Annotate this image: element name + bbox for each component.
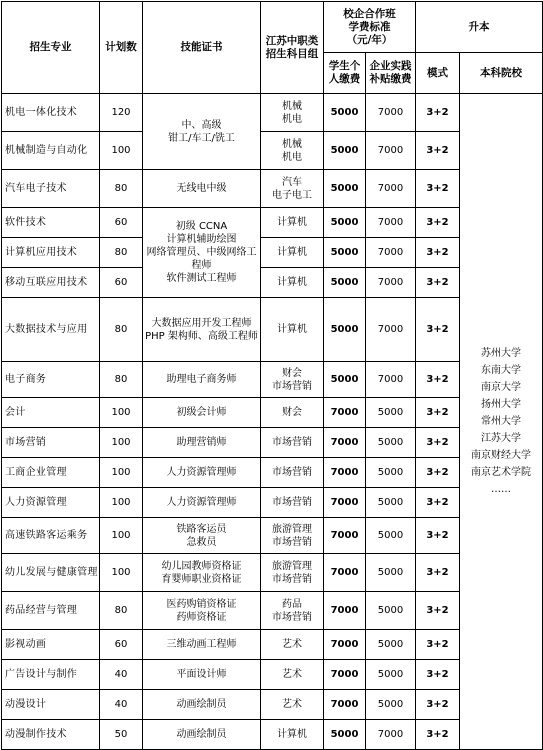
mode-cell: 3+2 bbox=[416, 518, 460, 554]
mode-cell: 3+2 bbox=[416, 94, 460, 132]
major-cell: 人力资源管理 bbox=[2, 488, 100, 518]
university-list: 苏州大学 东南大学 南京大学 扬州大学 常州大学 江苏大学 南京财经大学 南京艺术学院 …… bbox=[460, 94, 543, 750]
plan-cell: 60 bbox=[100, 208, 143, 238]
major-cell: 移动互联应用技术 bbox=[2, 268, 100, 298]
enterprise-fee-cell: 5000 bbox=[366, 690, 416, 720]
major-cell: 影视动画 bbox=[2, 630, 100, 660]
student-fee-cell: 7000 bbox=[324, 458, 366, 488]
certificate-cell: 动画绘制员 bbox=[143, 720, 261, 750]
enterprise-fee-cell: 5000 bbox=[366, 554, 416, 592]
mode-cell: 3+2 bbox=[416, 398, 460, 428]
category-cell: 计算机 bbox=[261, 720, 324, 750]
category-cell: 市场营销 bbox=[261, 428, 324, 458]
student-fee-cell: 7000 bbox=[324, 630, 366, 660]
certificate-cell: 助理营销师 bbox=[143, 428, 261, 458]
certificate-cell: 初级 CCNA 计算机辅助绘图 网络管理员、中级网络工程师 软件测试工程师 bbox=[143, 208, 261, 298]
major-cell: 高速铁路客运乘务 bbox=[2, 518, 100, 554]
certificate-cell: 铁路客运员 急救员 bbox=[143, 518, 261, 554]
mode-cell: 3+2 bbox=[416, 238, 460, 268]
student-fee-cell: 5000 bbox=[324, 362, 366, 398]
major-cell: 电子商务 bbox=[2, 362, 100, 398]
major-cell: 幼儿发展与健康管理 bbox=[2, 554, 100, 592]
enterprise-fee-cell: 5000 bbox=[366, 518, 416, 554]
major-cell: 动漫制作技术 bbox=[2, 720, 100, 750]
student-fee-cell: 5000 bbox=[324, 132, 366, 170]
category-cell: 财会 bbox=[261, 398, 324, 428]
header-fee-group: 校企合作班 学费标准 （元/年） bbox=[324, 2, 416, 53]
header-enterprise-fee: 企业实践 补贴缴费 bbox=[366, 53, 416, 94]
certificate-cell: 平面设计师 bbox=[143, 660, 261, 690]
certificate-cell: 三维动画工程师 bbox=[143, 630, 261, 660]
mode-cell: 3+2 bbox=[416, 660, 460, 690]
plan-cell: 100 bbox=[100, 428, 143, 458]
plan-cell: 100 bbox=[100, 488, 143, 518]
enterprise-fee-cell: 5000 bbox=[366, 398, 416, 428]
enterprise-fee-cell: 5000 bbox=[366, 428, 416, 458]
category-cell: 机械 机电 bbox=[261, 132, 324, 170]
student-fee-cell: 5000 bbox=[324, 94, 366, 132]
plan-cell: 80 bbox=[100, 298, 143, 362]
header-major: 招生专业 bbox=[2, 2, 100, 94]
major-cell: 软件技术 bbox=[2, 208, 100, 238]
plan-cell: 100 bbox=[100, 398, 143, 428]
major-cell: 会计 bbox=[2, 398, 100, 428]
major-cell: 广告设计与制作 bbox=[2, 660, 100, 690]
table-row bbox=[2, 94, 543, 132]
mode-cell: 3+2 bbox=[416, 268, 460, 298]
category-cell: 艺术 bbox=[261, 660, 324, 690]
category-cell: 计算机 bbox=[261, 268, 324, 298]
student-fee-cell: 7000 bbox=[324, 592, 366, 630]
enterprise-fee-cell: 7000 bbox=[366, 94, 416, 132]
mode-cell: 3+2 bbox=[416, 458, 460, 488]
enterprise-fee-cell: 5000 bbox=[366, 458, 416, 488]
mode-cell: 3+2 bbox=[416, 170, 460, 208]
category-cell: 旅游管理 市场营销 bbox=[261, 554, 324, 592]
plan-cell: 50 bbox=[100, 720, 143, 750]
plan-cell: 80 bbox=[100, 362, 143, 398]
plan-cell: 100 bbox=[100, 554, 143, 592]
enterprise-fee-cell: 7000 bbox=[366, 298, 416, 362]
plan-cell: 60 bbox=[100, 630, 143, 660]
header-plan: 计划数 bbox=[100, 2, 143, 94]
enterprise-fee-cell: 7000 bbox=[366, 170, 416, 208]
category-cell: 药品 市场营销 bbox=[261, 592, 324, 630]
certificate-cell: 初级会计师 bbox=[143, 398, 261, 428]
header-upgrade: 升本 bbox=[416, 2, 543, 53]
student-fee-cell: 7000 bbox=[324, 428, 366, 458]
header-mode: 模式 bbox=[416, 53, 460, 94]
student-fee-cell: 5000 bbox=[324, 268, 366, 298]
category-cell: 艺术 bbox=[261, 690, 324, 720]
plan-cell: 100 bbox=[100, 518, 143, 554]
major-cell: 机电一体化技术 bbox=[2, 94, 100, 132]
plan-cell: 100 bbox=[100, 458, 143, 488]
header-university: 本科院校 bbox=[460, 53, 543, 94]
enterprise-fee-cell: 7000 bbox=[366, 208, 416, 238]
plan-cell: 60 bbox=[100, 268, 143, 298]
enterprise-fee-cell: 7000 bbox=[366, 362, 416, 398]
student-fee-cell: 7000 bbox=[324, 690, 366, 720]
major-cell: 药品经营与管理 bbox=[2, 592, 100, 630]
major-cell: 汽车电子技术 bbox=[2, 170, 100, 208]
category-cell: 计算机 bbox=[261, 238, 324, 268]
plan-cell: 80 bbox=[100, 170, 143, 208]
enterprise-fee-cell: 7000 bbox=[366, 132, 416, 170]
plan-cell: 80 bbox=[100, 238, 143, 268]
mode-cell: 3+2 bbox=[416, 208, 460, 238]
mode-cell: 3+2 bbox=[416, 554, 460, 592]
student-fee-cell: 5000 bbox=[324, 238, 366, 268]
major-cell: 市场营销 bbox=[2, 428, 100, 458]
header-student-fee: 学生个 人缴费 bbox=[324, 53, 366, 94]
header-certificate: 技能证书 bbox=[143, 2, 261, 94]
enterprise-fee-cell: 7000 bbox=[366, 238, 416, 268]
enrollment-table bbox=[1, 1, 543, 750]
certificate-cell: 大数据应用开发工程师 PHP 架构师、高级工程师 bbox=[143, 298, 261, 362]
certificate-cell: 中、高级 钳工/车工/铣工 bbox=[143, 94, 261, 170]
plan-cell: 80 bbox=[100, 592, 143, 630]
certificate-cell: 医药购销资格证 药师资格证 bbox=[143, 592, 261, 630]
category-cell: 计算机 bbox=[261, 298, 324, 362]
mode-cell: 3+2 bbox=[416, 298, 460, 362]
major-cell: 机械制造与自动化 bbox=[2, 132, 100, 170]
mode-cell: 3+2 bbox=[416, 488, 460, 518]
category-cell: 旅游管理 市场营销 bbox=[261, 518, 324, 554]
plan-cell: 40 bbox=[100, 660, 143, 690]
student-fee-cell: 7000 bbox=[324, 660, 366, 690]
mode-cell: 3+2 bbox=[416, 690, 460, 720]
header-category: 江苏中职类 招生科目组 bbox=[261, 2, 324, 94]
mode-cell: 3+2 bbox=[416, 720, 460, 750]
student-fee-cell: 5000 bbox=[324, 720, 366, 750]
category-cell: 汽车 电子电工 bbox=[261, 170, 324, 208]
major-cell: 动漫设计 bbox=[2, 690, 100, 720]
mode-cell: 3+2 bbox=[416, 362, 460, 398]
certificate-cell: 人力资源管理师 bbox=[143, 458, 261, 488]
enterprise-fee-cell: 7000 bbox=[366, 268, 416, 298]
major-cell: 工商企业管理 bbox=[2, 458, 100, 488]
table-body bbox=[2, 94, 543, 750]
enterprise-fee-cell: 7000 bbox=[366, 720, 416, 750]
certificate-cell: 无线电中级 bbox=[143, 170, 261, 208]
enterprise-fee-cell: 5000 bbox=[366, 660, 416, 690]
plan-cell: 40 bbox=[100, 690, 143, 720]
mode-cell: 3+2 bbox=[416, 132, 460, 170]
category-cell: 财会 市场营销 bbox=[261, 362, 324, 398]
category-cell: 市场营销 bbox=[261, 488, 324, 518]
student-fee-cell: 7000 bbox=[324, 518, 366, 554]
certificate-cell: 人力资源管理师 bbox=[143, 488, 261, 518]
student-fee-cell: 5000 bbox=[324, 208, 366, 238]
student-fee-cell: 5000 bbox=[324, 298, 366, 362]
certificate-cell: 助理电子商务师 bbox=[143, 362, 261, 398]
plan-cell: 120 bbox=[100, 94, 143, 132]
category-cell: 市场营销 bbox=[261, 458, 324, 488]
plan-cell: 100 bbox=[100, 132, 143, 170]
category-cell: 计算机 bbox=[261, 208, 324, 238]
certificate-cell: 幼儿园教师资格证 育婴师职业资格证 bbox=[143, 554, 261, 592]
student-fee-cell: 7000 bbox=[324, 398, 366, 428]
mode-cell: 3+2 bbox=[416, 428, 460, 458]
category-cell: 艺术 bbox=[261, 630, 324, 660]
major-cell: 计算机应用技术 bbox=[2, 238, 100, 268]
student-fee-cell: 7000 bbox=[324, 488, 366, 518]
certificate-cell: 动画绘制员 bbox=[143, 690, 261, 720]
major-cell: 大数据技术与应用 bbox=[2, 298, 100, 362]
student-fee-cell: 5000 bbox=[324, 170, 366, 208]
enterprise-fee-cell: 5000 bbox=[366, 630, 416, 660]
category-cell: 机械 机电 bbox=[261, 94, 324, 132]
student-fee-cell: 7000 bbox=[324, 554, 366, 592]
mode-cell: 3+2 bbox=[416, 592, 460, 630]
enterprise-fee-cell: 5000 bbox=[366, 592, 416, 630]
mode-cell: 3+2 bbox=[416, 630, 460, 660]
enterprise-fee-cell: 5000 bbox=[366, 488, 416, 518]
